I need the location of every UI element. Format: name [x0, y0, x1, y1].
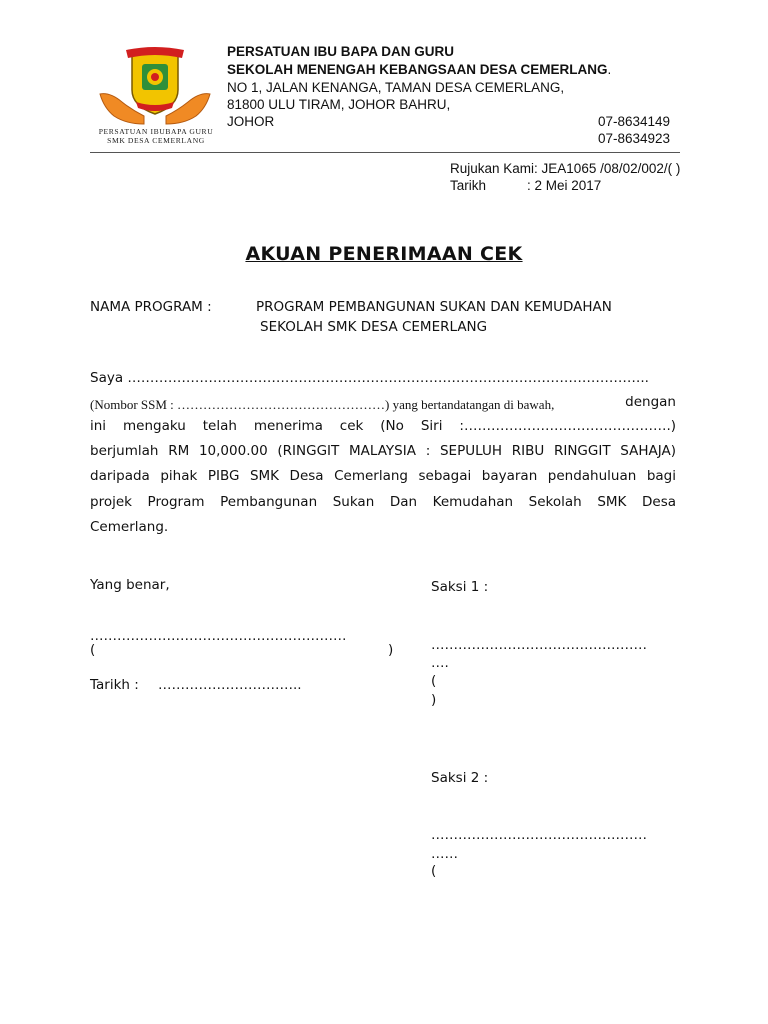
witness-2-dots-2: …… — [431, 846, 458, 862]
yang-benar-label: Yang benar, — [90, 577, 170, 593]
witness-1-open-paren: ( — [431, 673, 437, 689]
logo-caption-line2: SMK DESA CEMERLANG — [107, 136, 205, 145]
school-name: SEKOLAH MENENGAH KEBANGSAAN DESA CEMERLANG — [227, 62, 608, 77]
witness-1-dots-2: …. — [431, 655, 449, 671]
letterhead-divider — [90, 152, 680, 153]
signature-open-paren: ( — [90, 642, 96, 658]
signature-close-paren: ) — [388, 642, 394, 658]
date-value: : 2 Mei 2017 — [527, 178, 602, 193]
school-name-line — [227, 62, 611, 77]
body-line-6: projek Program Pembangunan Sukan Dan Kemudahan Sekolah SMK Desa — [90, 494, 676, 510]
body-line-7: Cemerlang. — [90, 519, 169, 535]
address-line-1: NO 1, JALAN KENANGA, TAMAN DESA CEMERLANG, — [227, 80, 565, 95]
program-label: NAMA PROGRAM : — [90, 299, 212, 315]
document-title: AKUAN PENERIMAAN CEK — [245, 243, 523, 265]
ssm-tail: dengan — [625, 394, 676, 410]
phone-2: 07-8634923 — [598, 131, 671, 146]
signature-date-dots: ………………………….. — [158, 677, 302, 693]
school-crest-icon — [96, 44, 214, 126]
ssm-line — [90, 394, 676, 413]
witness-1-close-paren: ) — [431, 692, 437, 708]
ssm-text: (Nombor SSM : …………………………………………) yang bertandatangan di bawah, — [90, 397, 555, 412]
date-label: Tarikh — [450, 178, 487, 193]
logo-caption — [86, 127, 226, 145]
body-line-5: daripada pihak PIBG SMK Desa Cemerlang sebagai bayaran pendahuluan bagi — [90, 468, 676, 484]
witness-2-open-paren: ( — [431, 863, 437, 879]
reference-number: Rujukan Kami: JEA1065 /08/02/002/( ) — [450, 161, 681, 176]
body-line-3: ini mengaku telah menerima cek (No Siri :……………………………………….) — [90, 418, 676, 434]
logo-caption-line1: PERSATUAN IBUBAPA GURU — [98, 127, 214, 136]
school-name-suffix: . — [607, 62, 612, 77]
declarant-name-line: Saya …………………………………………………………………………………………………….. — [90, 370, 649, 386]
witness-2-label: Saksi 2 : — [431, 770, 489, 786]
org-name: PERSATUAN IBU BAPA DAN GURU — [227, 44, 455, 59]
phone-1: 07-8634149 — [598, 114, 671, 129]
witness-1-label: Saksi 1 : — [431, 579, 489, 595]
witness-2-dots: ………………………………………… — [431, 827, 647, 843]
signature-date-label: Tarikh : — [90, 677, 139, 693]
address-line-3: JOHOR — [227, 114, 275, 129]
address-line-2: 81800 ULU TIRAM, JOHOR BAHRU, — [227, 97, 451, 112]
program-name-line2: SEKOLAH SMK DESA CEMERLANG — [260, 319, 488, 335]
program-name-line1: PROGRAM PEMBANGUNAN SUKAN DAN KEMUDAHAN — [256, 299, 612, 315]
signature-dots: ………………………………………………… — [90, 628, 347, 644]
body-line-4: berjumlah RM 10,000.00 (RINGGIT MALAYSIA : SEPULUH RIBU RINGGIT SAHAJA) — [90, 443, 676, 459]
witness-1-dots: ………………………………………… — [431, 637, 647, 653]
